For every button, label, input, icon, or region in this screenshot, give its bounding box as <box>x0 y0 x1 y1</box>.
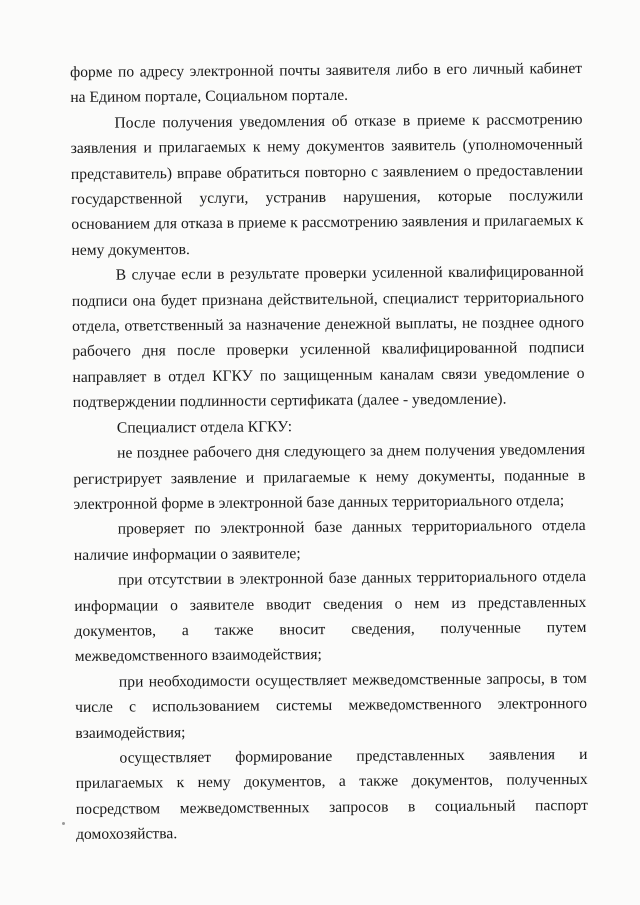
paragraph-checks-database: проверяет по электронной базе данных территориального отдела наличие информации о заявителе; <box>73 517 586 564</box>
paragraph-social-passport: осуществляет формирование представленных заявления и прилагаемых к нему документов, а также документов, полученных посредством межведомственных запросов в социальный паспорт домохозяйства. <box>75 745 588 844</box>
scan-speck <box>62 822 65 825</box>
paragraph-continuation: форме по адресу электронной почты заявителя либо в его личный кабинет на Едином портале, Социальном портале. <box>70 59 583 107</box>
paragraph-enters-data: при отсутствии в электронной базе данных территориального отдела информации о заявителе вводит сведения о нем из представленных документов, а также вносит сведения, полученные путем межведомственного взаимодействия; <box>74 568 587 666</box>
document-body <box>70 56 588 848</box>
paragraph-specialist-heading: Специалист отдела КГКУ: <box>116 417 293 437</box>
paragraph-signature-check: В случае если в результате проверки усиленной квалифицированной подписи она будет признана действительной, специалист территориального отдела, ответственный за назначение денежной выплаты, не позднее одного рабочего дня после проверки усиленной квалифицированной подписи направляет в отдел КГКУ по защищенным каналам связи уведомление о подтверждении подлинности сертификата (далее - уведомление). <box>71 263 585 412</box>
paragraph-refusal-notice: После получения уведомления об отказе в приеме к рассмотрению заявления и прилагаемых к нему документов заявитель (уполномоченный представитель) вправе обратиться повторно с заявлением о предоставлении государственной услуги, устранив нарушения, которые послужили основанием для отказа в приеме к рассмотрению заявления и прилагаемых к нему документов. <box>70 110 584 259</box>
paragraph-interagency-requests: при необходимости осуществляет межведомственные запросы, в том числе с использованием системы межведомственного электронного взаимодействия; <box>75 669 588 742</box>
paragraph-registers: не позднее рабочего дня следующего за днем получения уведомления регистрирует заявление и прилагаемые к нему документы, поданные в электронной форме в электронной базе данных территориального отдела; <box>73 441 586 513</box>
